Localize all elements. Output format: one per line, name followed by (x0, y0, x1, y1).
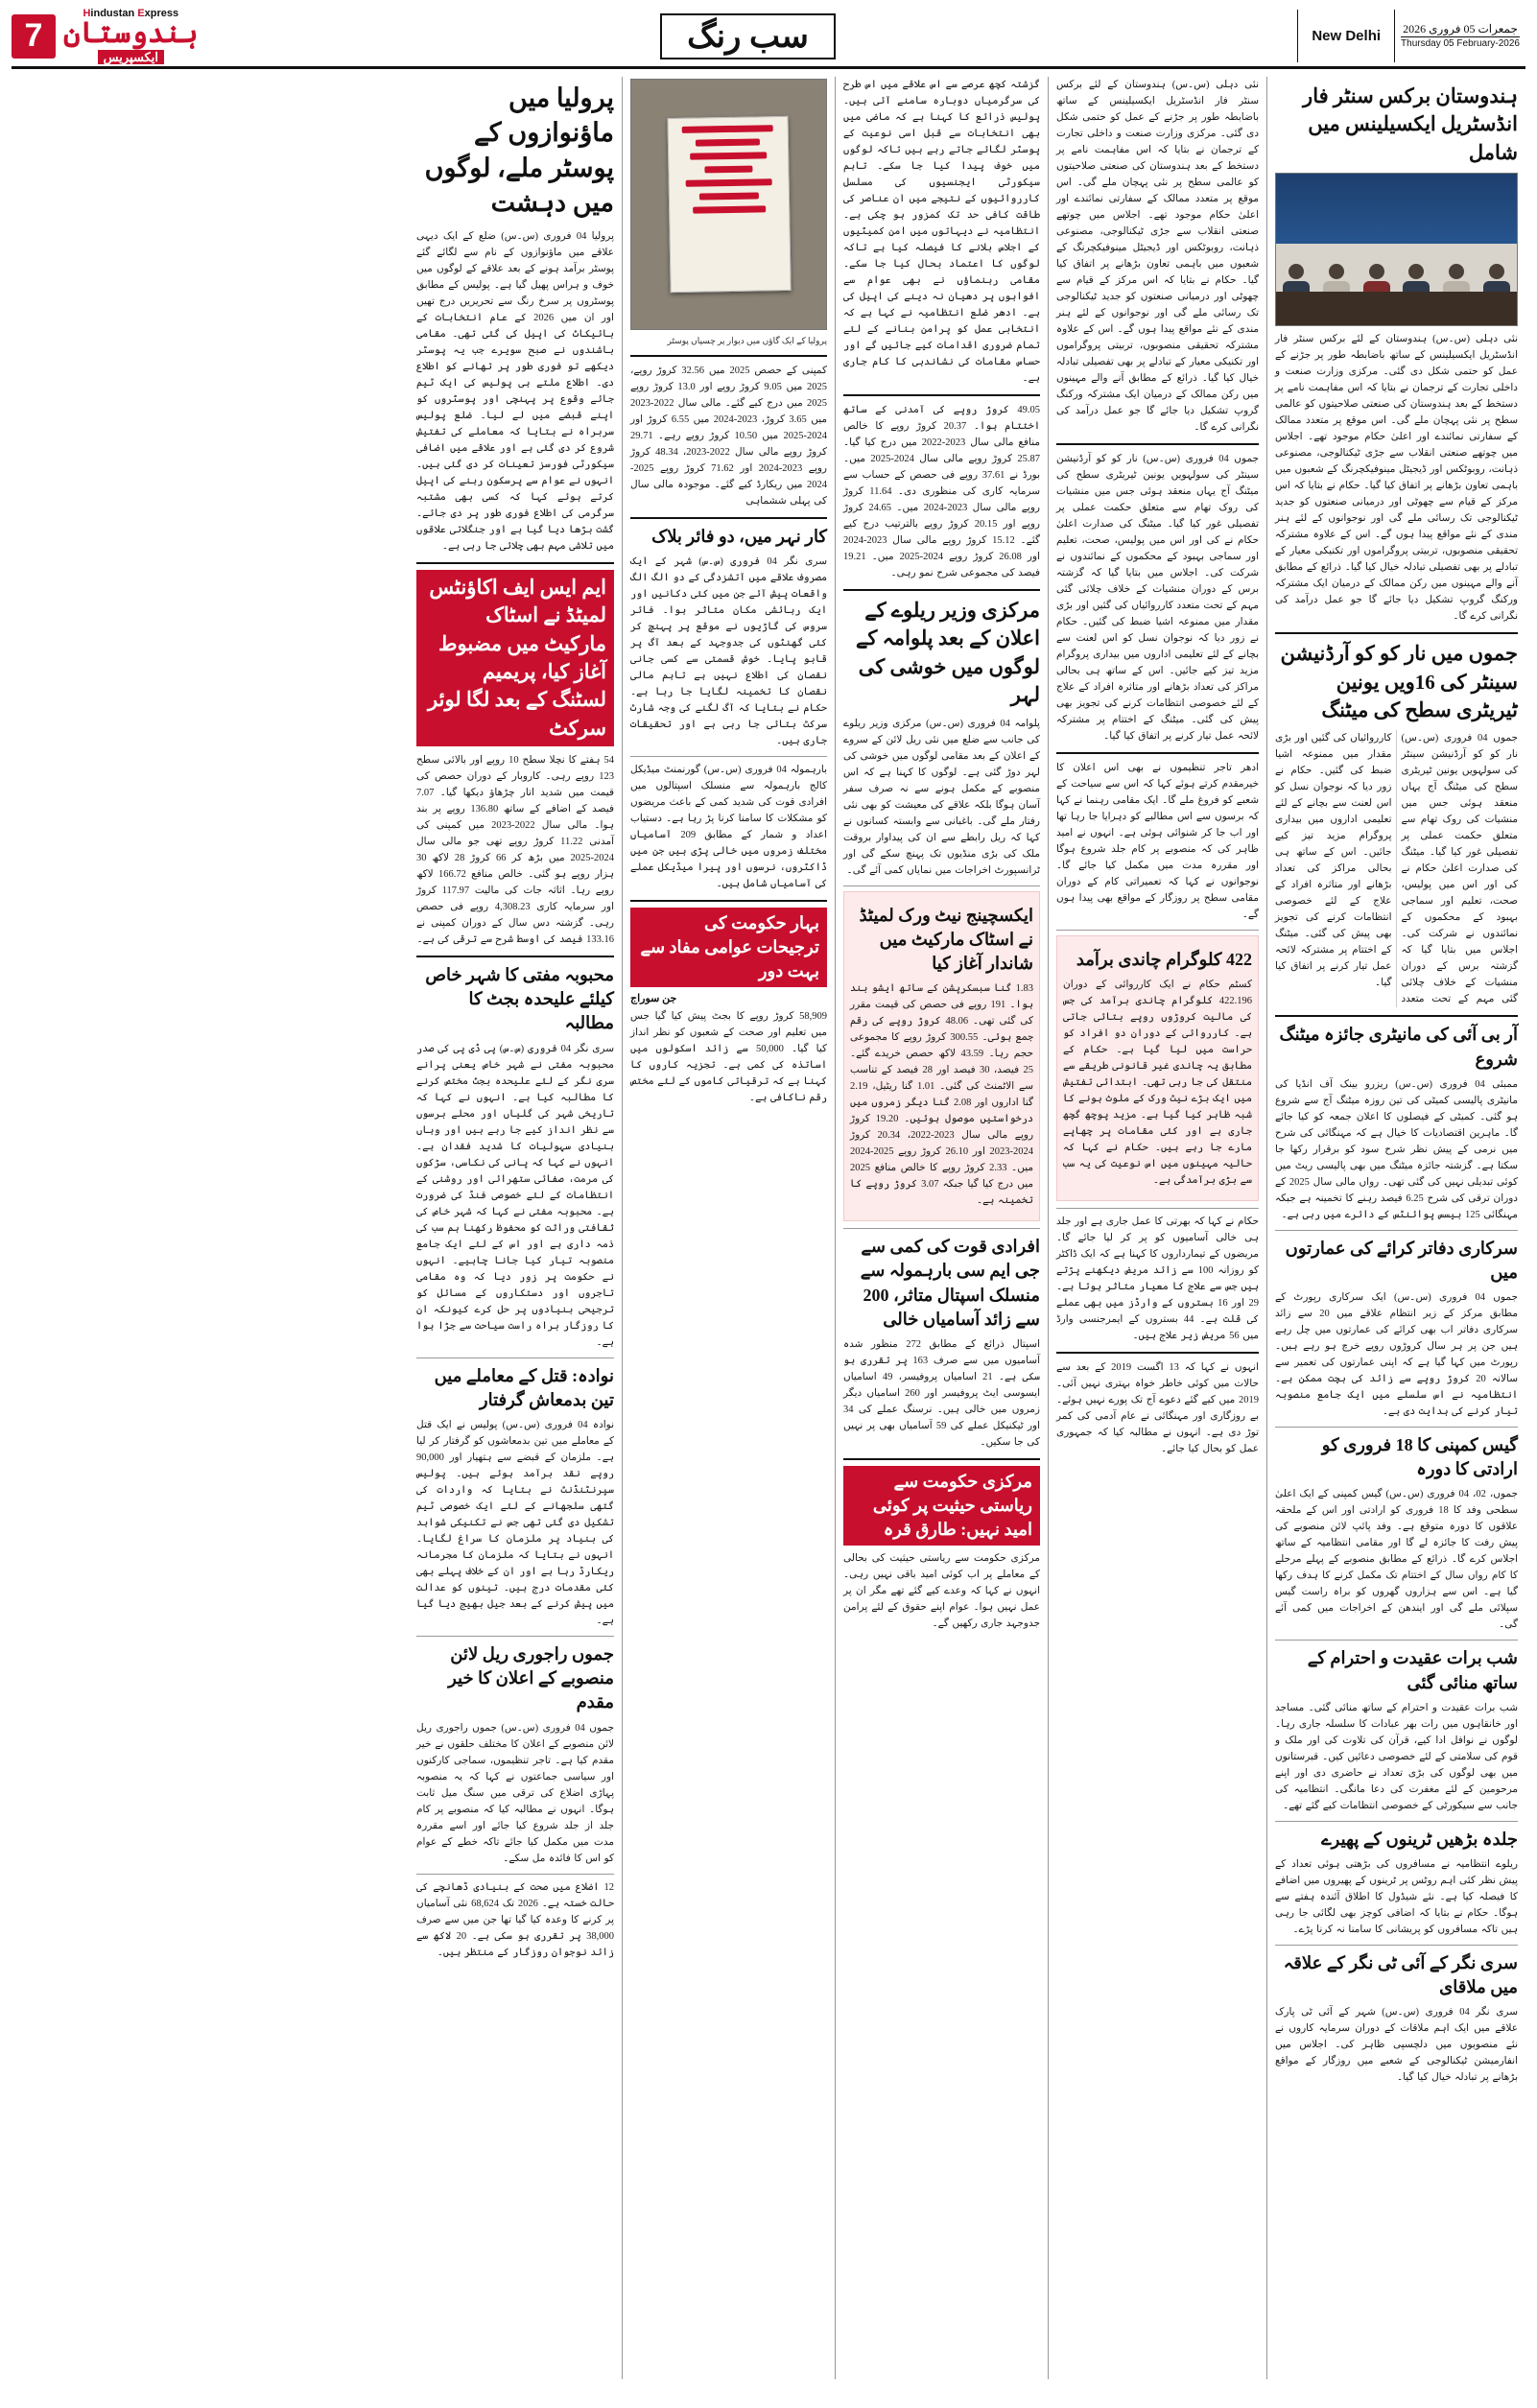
story-tariq (843, 1466, 1040, 1633)
masthead (12, 10, 1525, 69)
divider (1275, 632, 1518, 634)
story-shab-barat (1275, 1646, 1518, 1813)
section-title-wrap (199, 10, 1298, 62)
page-number: 7 (12, 14, 56, 59)
story-mufti-body: سری نگر 04 فروری (س۔س) پی ڈی پی کی صدر محبوبہ مفتی نے شہر خاص یعنی پرانے سری نگر کے لئے علیحدہ بجٹ مختص کرنے کا مطالبہ کیا ہے۔ انہوں نے کہا کہ تاریخی شہر کی گلیاں اور محلے برسوں سے نظر انداز کیے جا رہے ہیں اور وہاں بنیادی سہولیات کا شدید فقدان ہے۔ انہوں نے کہا کہ پانی کی نکاسی، سڑکوں کی مرمت، صفائی ستھرائی اور روشنی کے انتظامات کے لئے خصوصی فنڈ کی ضرورت ہے۔ محبوبہ مفتی نے کہا کہ شہر خاص کی ثقافتی وراثت کو محفوظ رکھنا ہم سب کی ذمہ داری ہے اور اس کے لئے ایک جامع منصوبہ تیار کیا جانا چاہیے۔ انہوں نے حکومت پر زور دیا کہ وہ مقامی تاجروں اور دستکاروں کے مسائل کو ترجیحی بنیادوں پر حل کرے کیونکہ ان کا روزگار براہ راست سیاحت سے جڑا ہوا ہے۔ (416, 1043, 615, 1348)
photo-table (1276, 292, 1517, 325)
story-gas-headline: گیس کمپنی کا 18 فروری کو ارادتی کا دورہ (1321, 1435, 1518, 1479)
purulia-photo-caption: پرولیا کے ایک گاؤں میں دیوار پر چسپاں پوسٹر (667, 336, 827, 345)
column-1 (1266, 77, 1525, 2379)
story-srinagar-itp-headline: سری نگر کے آئی ٹی نگر کے علاقہ میں ملاقای (1283, 1953, 1518, 1997)
poster-paper (667, 116, 791, 293)
divider (416, 1636, 614, 1637)
story-tariq-body-b: انہوں نے کہا کہ 13 اگست 2019 کے بعد سے حالات میں کوئی خاطر خواہ بہتری نہیں آئی۔ 2019 میں کیے گئے دعوے آج تک پورے نہیں ہوئے۔ بے روزگاری اور مہنگائی نے عام آدمی کی کمر توڑ دی ہے۔ انہوں نے مطالبہ کیا کہ جمہوری عمل کو بحال کیا جائے۔ (1056, 1362, 1259, 1455)
brand-block (63, 7, 199, 65)
date-box (1394, 10, 1525, 62)
story-jammu-meeting-headline: جموں میں نار کو کو آرڈنیشن سینٹر کی 16ویں یونین ٹیریٹری سطح کی میٹنگ (1280, 642, 1518, 721)
story-jammu-rail (416, 1642, 614, 1867)
masthead-brand (12, 10, 199, 62)
story-purulia-body-left: گزشتہ کچھ عرصے سے اس علاقے میں اس طرح کی سرگرمیاں دوبارہ سامنے آئی ہیں۔ پولیس ذرائع کا کہنا ہے کہ ماضی میں بھی انتخابات سے قبل اسی نوعیت کے پوسٹر لگائے جاتے رہے ہیں تاکہ لوگوں میں خوف پیدا کیا جا سکے۔ تاہم سیکورٹی ایجنسیوں کی مسلسل کارروائیوں کے نتیجے میں ان عناصر کی طاقت کافی حد تک کمزور ہو چکی ہے۔ انتظامیہ نے دیہاتوں میں امن کمیٹیوں کے اجلاس بلانے کا فیصلہ کیا ہے تاکہ لوگوں کا اعتماد بحال کیا جا سکے۔ مقامی رہنماؤں نے بھی عوام سے افواہوں پر دھیان نہ دینے کی اپیل کی ہے۔ ادھر ضلع انتظامیہ نے کہا ہے کہ انتخابی عمل کو پرامن بنانے کے لئے تمام ضروری اقدامات کیے جائیں گے اور حساس مقامات کی نشاندہی کا کام جاری ہے۔ (843, 80, 1040, 384)
divider (1056, 1352, 1259, 1354)
story-govt-offices (1275, 1237, 1518, 1420)
divider (630, 756, 827, 757)
column-4 (622, 77, 835, 2379)
story-bihar-body-a: 58,909 کروڑ روپے کا بجٹ پیش کیا گیا جس میں تعلیم اور صحت کے شعبوں کو نظر انداز کیا گیا۔ 50,000 سے زائد اسکولوں میں اساتذہ کی کمی ہے۔ تجزیہ کاروں کا کہنا ہے کہ ترقیاتی کاموں کے لئے مختص رقم ناکافی ہے۔ (630, 1011, 827, 1104)
story-gas (1275, 1433, 1518, 1633)
story-karnagar-body: سری نگر 04 فروری (س۔س) شہر کے ایک مصروف علاقے میں آتشزدگی کے دو الگ الگ واقعات پیش آئے جن میں کئی دکانیں اور ایک رہائشی مکان متاثر ہوا۔ فائر سروس کی گاڑیوں نے موقع پر پہنچ کر کئی گھنٹوں کی جدوجہد کے بعد آگ پر قابو پایا۔ خوش قسمتی سے کسی جانی نقصان کی اطلاع نہیں ہے تاہم مالی نقصان کا تخمینہ لگایا جا رہا ہے۔ حکام نے بتایا کہ آگ لگنے کی وجہ شارٹ سرکٹ بتائی جا رہی ہے اور تحقیقات جاری ہیں۔ (630, 555, 827, 746)
brand-e: E (137, 8, 145, 19)
story-nawada-headline: نوادہ: قتل کے معاملے میں تین بدمعاش گرفتار (434, 1365, 614, 1409)
edition-city: New Delhi (1297, 10, 1394, 62)
brand-xpress: xpress (144, 8, 179, 19)
brand-industan: industan (90, 8, 135, 19)
divider (843, 589, 1040, 591)
story-rail-minister-body-a: پلوامہ 04 فروری (س۔س) مرکزی وزیر ریلوے کی جانب سے ضلع میں نئی ریل لائن کے سروے کے اعلان کے بعد مقامی لوگوں میں خوشی کی لہر دوڑ گئی ہے۔ لوگوں کا کہنا ہے کہ اس منصوبے کے مکمل ہونے سے نہ صرف سفر آسان ہوگا بلکہ علاقے کی معیشت کو بھی نئی رفتار ملے گی۔ باغبانی سے وابستہ کسانوں نے کہا کہ ریل رابطے سے ان کی پیداوار بروقت ملک کی بڑی منڈیوں تک پہنچ سکے گی اور ٹرانسپورٹ اخراجات میں نمایاں کمی آئے گی۔ (843, 718, 1040, 876)
story-hospital (843, 1235, 1040, 1451)
story-tariq-headline: مرکزی حکومت سے ریاستی حیثیت پر کوئی امید نہیں: طارق قرہ (843, 1466, 1040, 1546)
story-govt-offices-body: جموں 04 فروری (س۔س) ایک سرکاری رپورٹ کے مطابق مرکز کے زیر انتظام علاقے میں 20 سے زائد سرکاری دفاتر اب بھی کرائے کی عمارتوں میں چل رہے ہیں جن پر ہر سال کروڑوں روپے خرچ ہو رہے ہیں۔ رپورٹ میں کہا گیا ہے کہ اپنی عمارتوں کی تعمیر سے سالانہ 20 کروڑ روپے سے زائد کی بچت ممکن ہے۔ انتظامیہ نے اس سلسلے میں ایک جامع منصوبہ تیار کرنے کی ہدایت دی ہے۔ (1275, 1292, 1519, 1418)
divider (1056, 1208, 1259, 1209)
story-rail-minister-part (1056, 760, 1259, 923)
story-brics-jump: نئی دہلی (س۔س) ہندوستان کے لئے برکس سنٹر فار انڈسٹریل ایکسیلینس کے ساتھ باضابطہ طور پر جڑنے کے عمل کو حتمی شکل دی گئی۔ مرکزی وزارت صنعت و داخلی تجارت کے ترجمان نے بتایا کہ اس مفاہمت نامے پر دستخط کے بعد ہندوستان کی صنعتی صلاحیتوں کو عالمی سطح پر نئی پہچان ملے گی۔ اس موقع پر متعدد ممالک کے سفارتی نمائندے اور اعلیٰ حکام موجود تھے۔ اجلاس میں چوتھے صنعتی انقلاب سے جڑی ٹیکنالوجی، مصنوعی ذہانت، روبوٹکس اور ڈیجیٹل مینوفیکچرنگ کے شعبوں میں باہمی تعاون بڑھانے پر اتفاق کیا گیا۔ حکام نے بتایا کہ اس مرکز کے قیام سے چھوٹی اور درمیانی صنعتوں کو جدید ٹیکنالوجی تک رسائی ملے گی اور نوجوانوں کے لئے ہنر مندی کے نئے مواقع پیدا ہوں گے۔ اس کے علاوہ مشترکہ تحقیقی منصوبوں، تربیتی پروگراموں اور تکنیکی معیار کے تبادلے پر بھی تفصیلی تبادلہ خیال کیا گیا۔ ذرائع کے مطابق آنے والے مہینوں میں رکن ممالک کے درمیان ایک مشترکہ ورکنگ گروپ تشکیل دیا جائے گا جو عمل درآمد کی نگرانی کرے گا۔ (1056, 80, 1259, 433)
divider (1275, 1427, 1518, 1428)
divider (843, 1458, 1040, 1460)
story-srinagar-itp (1275, 1951, 1518, 2086)
date-urdu: جمعرات 05 فروری 2026 (1403, 22, 1518, 36)
story-gold (1056, 935, 1259, 1201)
story-bihar-headline: بہار حکومت کی ترجیحات عوامی مفاد سے بہت دور (630, 908, 827, 988)
story-karnagar (630, 525, 827, 749)
story-rbi-body: ممبئی 04 فروری (س۔س) ریزرو بینک آف انڈیا کی مانیٹری پالیسی کمیٹی کی تین روزہ میٹنگ آج سے شروع ہو گئی۔ کمیٹی کے فیصلوں کا اعلان جمعہ کو کیا جائے گا۔ ماہرین اقتصادیات کا خیال ہے کہ مہنگائی کی شرح میں نرمی کے پیش نظر شرح سود کو برقرار رکھا جا سکتا ہے۔ گزشتہ جائزہ میٹنگ میں بھی پالیسی ریٹ میں کوئی تبدیلی نہیں کی گئی تھی۔ رواں مالی سال 2025 کے دوران ترقی کی شرح 6.25 فیصد رہنے کا تخمینہ ہے جبکہ مہنگائی 125 بیسس پوائنٹس کے دائرے میں رہی ہے۔ (1275, 1078, 1519, 1220)
column-3 (835, 77, 1048, 2379)
story-nawada-body: نوادہ 04 فروری (س۔س) پولیس نے ایک قتل کے معاملے میں تین بدمعاشوں کو گرفتار کر لیا ہے۔ ملزمان کے قبضے سے ہتھیار اور 90,000 روپے نقد برآمد ہوئے ہیں۔ پولیس سپرنٹنڈنٹ نے بتایا کہ واردات کی گتھی سلجھانے کے لئے ایک خصوصی ٹیم تشکیل دی گئی تھی جس نے تکنیکی شواہد کی بنیاد پر ملزمان کا سراغ لگایا۔ انہوں نے بتایا کہ ملزمان کا مجرمانہ ریکارڈ رہا ہے اور ان کے خلاف پہلے بھی کئی مقدمات درج ہیں۔ تینوں کو عدالت میں پیش کرنے کے بعد جیل بھیج دیا گیا ہے۔ (416, 1420, 615, 1627)
story-emsf-col-c: کمپنی کے حصص 2025 میں 32.56 کروڑ روپے، 2025 میں 9.05 کروڑ روپے اور 13.0 کروڑ روپے 2025 میں درج کیے گئے۔ مالی سال 2022-2023 میں 3.65 کروڑ، 2023-2024 میں 6.55 کروڑ اور 2024-2025 میں 10.50 کروڑ روپے رہے۔ 29.71 کروڑ روپے مالی سال 2022-2023، 48.34 کروڑ روپے 2023-2024 اور 71.62 کروڑ روپے 2025-2024 میں ریکارڈ کیے گئے۔ موجودہ مالی سال کی پہلی ششماہی (630, 365, 828, 507)
column-2 (1048, 77, 1266, 2379)
story-nawada (416, 1364, 614, 1629)
story-auction (843, 891, 1040, 1222)
divider (1275, 1015, 1518, 1017)
story-jammu-meeting (1275, 640, 1518, 1007)
brics-photo (1275, 173, 1518, 326)
story-jammu-meeting-jump: جموں 04 فروری (س۔س) نار کو کو آرڈنیشن سینٹر کی سولہویں یونین ٹیریٹری سطح کی میٹنگ آج یہاں منعقد ہوئی جس میں منشیات کی روک تھام سے متعلق حکمت عملی پر تفصیلی غور کیا گیا۔ میٹنگ کی صدارت اعلیٰ حکام نے کی اور اس میں پولیس، صحت، تعلیم اور سماجی بہبود کے محکموں کے نمائندوں نے شرکت کی۔ اجلاس میں بتایا گیا کہ گزشتہ برس کے دوران منشیات کے خلاف چلائی گئی مہم کے تحت متعدد کارروائیاں کی گئیں اور بڑی مقدار میں ممنوعہ اشیا ضبط کی گئیں۔ حکام نے زور دیا کہ نوجوان نسل کو اس لعنت سے بچانے کے لئے تعلیمی اداروں میں بیداری پروگرام مزید تیز کیے جائیں۔ اس کے ساتھ ہی بحالی مراکز کی تعداد بڑھانے اور متاثرہ افراد کے علاج کے لئے خصوصی انتظامات کرنے کی تجویز بھی پیش کی گئی۔ میٹنگ کے اختتام پر مشترکہ لائحہ عمل تیار کرنے پر اتفاق کیا گیا۔ (1056, 454, 1260, 742)
story-jammu-rail-body: جموں 04 فروری (س۔س) جموں راجوری ریل لائن منصوبے کے اعلان کا مختلف حلقوں نے خیر مقدم کیا ہے۔ تاجر تنظیموں، سماجی کارکنوں اور سیاسی جماعتوں نے کہا کہ یہ منصوبہ پہاڑی اضلاع کی ترقی میں سنگ میل ثابت ہوگا۔ انہوں نے مطالبہ کیا کہ منصوبے پر کام جلد از جلد شروع کیا جائے اور اسے مقررہ مدت میں مکمل کیا جائے تاکہ خطے کے عوام کو اس کا فائدہ مل سکے۔ (416, 1722, 614, 1864)
story-gold-body: کسٹم حکام نے ایک کارروائی کے دوران 422.196 کلوگرام چاندی برآمد کی جس کی مالیت کروڑوں روپے بتائی جاتی ہے۔ کارروائی کے دوران دو افراد کو حراست میں لیا گیا ہے۔ حکام کے مطابق یہ چاندی غیر قانونی طریقے سے منتقل کی جا رہی تھی۔ ابتدائی تفتیش میں ایک بڑے نیٹ ورک کے ملوث ہونے کا شبہ ظاہر کیا گیا ہے۔ مزید پوچھ گچھ جاری ہے اور کئی مقامات پر چھاپے مارے جا رہے ہیں۔ حکام نے کہا کہ حالیہ مہینوں میں اس نوعیت کی یہ سب سے بڑی برآمدگی ہے۔ (1063, 980, 1252, 1187)
story-govt-offices-headline: سرکاری دفاتر کرائے کی عمارتوں میں (1285, 1238, 1518, 1282)
divider (416, 1357, 614, 1358)
date-english: Thursday 05 February-2026 (1401, 38, 1520, 50)
brand-urdu: ہندوستان (63, 17, 199, 49)
divider (416, 956, 614, 957)
story-hospital-body-c: حکام نے کہا کہ بھرتی کا عمل جاری ہے اور جلد ہی خالی آسامیوں کو پر کر لیا جائے گا۔ مریضوں کے تیمارداروں کا کہنا ہے کہ ایک ڈاکٹر کو روزانہ 100 سے زائد مریض دیکھنے پڑتے ہیں جس سے علاج کا معیار متاثر ہوتا ہے۔ 29 اور 16 بستروں کے وارڈز میں بھی عملے کی قلت ہے۔ 44 بستروں کے ایمرجنسی وارڈ میں 56 مریض زیر علاج ہیں۔ (1056, 1216, 1259, 1342)
divider (1056, 443, 1259, 445)
story-purulia-body-right: پرولیا 04 فروری (س۔س) ضلع کے ایک دیہی علاقے میں ماؤنوازوں کے نام سے لگائے گئے پوسٹر برآمد ہونے کے بعد علاقے کے لوگوں میں خوف و ہراس پھیل گیا ہے۔ پولیس کے مطابق پوسٹروں پر سرخ رنگ سے تحریریں درج تھیں اور ان میں 2026 کے عام انتخابات کے بائیکاٹ کی اپیل کی گئی تھی۔ مقامی باشندوں نے صبح سویرے جب یہ پوسٹر دیکھے تو فوری طور پر تھانے کو اطلاع دی۔ اطلاع ملتے ہی پولیس کی ایک ٹیم جائے وقوع پر پہنچی اور پوسٹروں کو اپنے قبضے میں لے لیا۔ ضلع پولیس سربراہ نے بتایا کہ معاملے کی تفتیش شروع کر دی گئی ہے اور علاقے میں اضافی سیکورٹی فورسز تعینات کر دی گئی ہیں۔ انہوں نے عوام سے پرسکون رہنے کی اپیل کرتے ہوئے کہا کہ کسی بھی مشتبہ سرگرمی کی اطلاع فوری طور پر دی جائے۔ گشت بڑھا دیا گیا ہے اور جنگلاتی علاقوں میں تلاشی مہم بھی چلائی جا رہی ہے۔ (416, 230, 614, 552)
divider (1056, 752, 1259, 754)
story-jammu-meeting-columns (1275, 730, 1518, 1007)
story-jammu-rail-headline: جموں راجوری ریل لائن منصوبے کے اعلان کا خیر مقدم (448, 1644, 614, 1712)
story-bihar-body-b: 12 اضلاع میں صحت کے بنیادی ڈھانچے کی حالت خستہ ہے۔ 2026 تک 68,624 نئی آسامیاں پر کرنے کا وعدہ کیا گیا تھا جن میں سے صرف 38,000 پر تقرری ہو سکی ہے۔ 20 لاکھ سے زائد نوجوان روزگار کے منتظر ہیں۔ (416, 1881, 614, 1958)
story-bihar (630, 908, 827, 1107)
story-hospital-body-b: اسپتال ذرائع کے مطابق 272 منظور شدہ آسامیوں میں سے صرف 163 پر تقرری ہو سکی ہے۔ 21 اسامیاں پروفیسر، 49 اسامیاں ایسوسی ایٹ پروفیسر اور 260 اسامیاں دیگر زمروں میں خالی ہیں۔ نرسنگ عملے کی 34 اور ٹیکنیکل عملے کی 59 آسامیاں بھی پر نہیں کی جا سکیں۔ (843, 1338, 1041, 1448)
divider (1275, 1821, 1518, 1822)
story-rbi (1275, 1023, 1518, 1222)
section-title: سب رنگ (660, 13, 836, 59)
story-trains-body: ریلوے انتظامیہ نے مسافروں کی بڑھتی ہوئی تعداد کے پیش نظر کئی اہم روٹس پر ٹرینوں کے پھیروں میں اضافے کا فیصلہ کیا ہے۔ نئے شیڈول کا اطلاق آئندہ ہفتے سے ہوگا۔ حکام نے بتایا کہ اضافی کوچز بھی لگائی جا رہی ہیں تاکہ مسافروں کو پریشانی کا سامنا نہ کرنا پڑے۔ (1275, 1859, 1518, 1936)
story-rail-minister-body-b: ادھر تاجر تنظیموں نے بھی اس اعلان کا خیرمقدم کرتے ہوئے کہا کہ اس سے سیاحت کے شعبے کو فروغ ملے گا۔ ایک مقامی رہنما نے کہا کہ برسوں سے اس مطالبے کو دہرایا جا رہا تھا اور اب جا کر شنوائی ہوئی ہے۔ انہوں نے امید ظاہر کی کہ منصوبے پر کام جلد شروع ہوگا اور مقررہ مدت میں مکمل کیا جائے گا۔ نوجوانوں نے کہا کہ تعمیراتی کام کے دوران مقامی سطح پر روزگار کے مواقع بھی پیدا ہوں گے۔ (1056, 763, 1259, 920)
story-rbi-headline: آر بی آئی کی مانیٹری جائزہ میٹنگ شروع (1279, 1025, 1518, 1069)
story-srinagar-itp-body: سری نگر 04 فروری (س۔س) شہر کے آئی ٹی پارک علاقے میں ایک اہم ملاقات کے دوران سرمایہ کاروں نے نئے منصوبوں میں دلچسپی ظاہر کی۔ اجلاس میں انفارمیشن ٹیکنالوجی کے شعبے میں روزگار کے مواقع بڑھانے پر تبادلہ خیال کیا گیا۔ (1275, 2007, 1519, 2084)
story-mufti-headline: محبوبہ مفتی کا شہر خاص کیلئے علیحدہ بجٹ کا مطالبہ (425, 965, 614, 1033)
story-auction-headline: ایکسچینج نیٹ ورک لمیٹڈ نے اسٹاک مارکیٹ میں شاندار آغاز کیا (859, 905, 1033, 973)
story-shab-barat-body: شب برات عقیدت و احترام کے ساتھ منائی گئی۔ مساجد اور خانقاہوں میں رات بھر عبادات کا سلسلہ جاری رہا۔ لوگوں نے نوافل ادا کیے، قرآن کی تلاوت کی اور ملک و قوم کی سلامتی کے لئے خصوصی دعائیں کیں۔ قبرستانوں میں بھی لوگوں کی بڑی تعداد نے حاضری دی اور اپنے مرحومین کے لئے مغفرت کی دعا مانگی۔ انتظامیہ کی جانب سے سیکورٹی کے خصوصی انتظامات کیے گئے تھے۔ (1275, 1702, 1518, 1811)
brand-h: H (83, 8, 91, 19)
story-purulia-headline: پرولیا میں ماؤنوازوں کے پوسٹر ملے، لوگوں میں دہشت (424, 83, 614, 218)
masthead-dateline (1297, 10, 1525, 62)
story-gas-body: جموں، 02، 04 فروری (س۔س) گیس کمپنی کے ایک اعلیٰ سطحی وفد کا 18 فروری کو ارادتی اور اس کے ملحقہ علاقوں کا دورہ متوقع ہے۔ وفد پائپ لائن منصوبے کی پیش رفت کا جائزہ لے گا اور مقامی انتظامیہ کے ساتھ اجلاس کرے گا۔ ذرائع کے مطابق منصوبے کے پہلے مرحلے کا کام رواں سال کے اختتام تک مکمل کرنے کا ہدف رکھا گیا ہے۔ اس سے ہزاروں گھروں کو براہ راست گیس سپلائی ملے گی اور ایندھن کے اخراجات میں کمی آئے گی۔ (1275, 1489, 1518, 1631)
divider (1056, 930, 1259, 931)
story-jammu-meeting-body: جموں 04 فروری (س۔س) نار کو کو آرڈنیشن سینٹر کی سولہویں یونین ٹیریٹری سطح کی میٹنگ آج یہاں منعقد ہوئی جس میں منشیات کی روک تھام سے متعلق حکمت عملی پر تفصیلی غور کیا گیا۔ میٹنگ کی صدارت اعلیٰ حکام نے کی اور اس میں پولیس، صحت، تعلیم اور سماجی بہبود کے محکموں کے نمائندوں نے شرکت کی۔ اجلاس میں بتایا گیا کہ گزشتہ برس کے دوران منشیات کے خلاف چلائی گئی مہم کے تحت متعدد کارروائیاں کی گئیں اور بڑی مقدار میں ممنوعہ اشیا ضبط کی گئیں۔ حکام نے زور دیا کہ نوجوان نسل کو اس لعنت سے بچانے کے لئے تعلیمی اداروں میں بیداری پروگرام مزید تیز کیے جائیں۔ اس کے ساتھ ہی بحالی مراکز کی تعداد بڑھانے اور متاثرہ افراد کے علاج کے لئے خصوصی انتظامات کرنے کی تجویز بھی پیش کی گئی۔ میٹنگ کے اختتام پر مشترکہ لائحہ عمل تیار کرنے پر اتفاق کیا گیا۔ (1275, 733, 1518, 1005)
story-purulia (630, 79, 827, 347)
divider (843, 885, 1040, 886)
content-grid (12, 77, 1525, 2379)
story-emsf-headline: ایم ایس ایف اکاؤنٹس لمیٹڈ نے اسٹاک مارکیٹ میں مضبوط آغاز کیا، پریمیم لسٹنگ کے بعد لگا لوئر سرکٹ (416, 570, 614, 746)
brand-sub-urdu: ایکسپریس (98, 50, 164, 64)
story-bihar-byline: جن سوراج (630, 993, 677, 1005)
column-5 (409, 77, 622, 2379)
story-rail-minister (843, 597, 1040, 879)
story-tariq-part (1056, 1359, 1259, 1457)
purulia-poster-photo (630, 79, 827, 330)
divider (416, 562, 614, 564)
story-brics-body: نئی دہلی (س۔س) ہندوستان کے لئے برکس سنٹر فار انڈسٹریل ایکسیلینس کے ساتھ باضابطہ طور پر جڑنے کے عمل کو حتمی شکل دی گئی۔ مرکزی وزارت صنعت و داخلی تجارت کے ترجمان نے بتایا کہ اس مفاہمت نامے پر دستخط کے بعد ہندوستان کی صنعتی صلاحیتوں کو عالمی سطح پر نئی پہچان ملے گی۔ اس موقع پر متعدد ممالک کے سفارتی نمائندے اور اعلیٰ حکام موجود تھے۔ اجلاس میں چوتھے صنعتی انقلاب سے جڑی ٹیکنالوجی، مصنوعی ذہانت، روبوٹکس اور ڈیجیٹل مینوفیکچرنگ کے شعبوں میں باہمی تعاون بڑھانے پر اتفاق کیا گیا۔ حکام نے بتایا کہ اس مرکز کے قیام سے چھوٹی اور درمیانی صنعتوں کو جدید ٹیکنالوجی تک رسائی ملے گی اور نوجوانوں کے لئے ہنر مندی کے نئے مواقع پیدا ہوں گے۔ اس کے علاوہ مشترکہ تحقیقی منصوبوں، تربیتی پروگراموں اور تکنیکی معیار کے تبادلے پر بھی تفصیلی تبادلہ خیال کیا گیا۔ ذرائع کے مطابق آنے والے مہینوں میں رکن ممالک کے درمیان ایک مشترکہ ورکنگ گروپ تشکیل دیا جائے گا جو عمل درآمد کی نگرانی کرے گا۔ (1275, 334, 1518, 623)
story-tariq-body-a: مرکزی حکومت سے ریاستی حیثیت کی بحالی کے معاملے پر اب کوئی امید باقی نہیں رہی۔ انہوں نے کہا کہ وعدے کیے گئے تھے مگر ان پر عمل نہیں ہوا۔ عوام اپنے حقوق کے لئے پرامن جدوجہد جاری رکھیں گے۔ (843, 1553, 1040, 1630)
story-mufti (416, 963, 614, 1351)
story-brics-headline: ہندوستان برکس سنٹر فار انڈسٹریل ایکسیلینس میں شامل (1303, 84, 1518, 164)
divider (630, 900, 827, 902)
divider (843, 394, 1040, 396)
story-hospital-headline: افرادی قوت کی کمی سے جی ایم سی بارہمولہ سے منسلک اسپتال متاثر، 200 سے زائد آسامیاں خالی (860, 1237, 1040, 1329)
divider (630, 355, 827, 357)
story-hospital-part-c (1056, 1214, 1259, 1344)
story-hospital-body-a: بارہمولہ 04 فروری (س۔س) گورنمنٹ میڈیکل کالج بارہمولہ سے منسلک اسپتالوں میں افرادی قوت کی شدید کمی کے باعث مریضوں کو مشکلات کا سامنا کرنا پڑ رہا ہے۔ دستیاب اعداد و شمار کے مطابق 209 آسامیاں مختلف زمروں میں خالی پڑی ہیں جن میں ڈاکٹروں، نرسوں اور پیرا میڈیکل عملے کی آسامیاں شامل ہیں۔ (630, 764, 827, 889)
divider (630, 517, 827, 519)
story-trains-headline: جلدہ بڑھیں ٹرینوں کے پھیرے (1321, 1829, 1518, 1849)
divider (843, 1228, 1040, 1229)
story-shab-barat-headline: شب برات عقیدت و احترام کے ساتھ منائی گئی (1307, 1648, 1518, 1692)
divider (1275, 1230, 1518, 1231)
divider (416, 1874, 614, 1875)
divider (1275, 1640, 1518, 1641)
story-brics (1275, 83, 1518, 625)
story-karnagar-headline: کار نہر میں، دو فائر بلاک (651, 526, 827, 546)
story-trains (1275, 1828, 1518, 1938)
story-gold-headline: 422 کلوگرام چاندی برآمد (1076, 950, 1252, 969)
story-rail-minister-headline: مرکزی وزیر ریلوے کے اعلان کے بعد پلوامہ کے لوگوں میں خوشی کی لہر (856, 599, 1040, 707)
divider (1275, 1945, 1518, 1946)
story-auction-body: 1.83 گنا سبسکرپشن کے ساتھ ایشو بند ہوا۔ 191 روپے فی حصص کی قیمت مقرر کی گئی تھی۔ 48.06 کروڑ روپے کی رقم جمع ہوئی۔ 300.55 کروڑ روپے کا مجموعی حجم رہا۔ 43.59 لاکھ حصص خریدے گئے۔ 25 فیصد، 30 فیصد اور 28 فیصد کے تناسب سے الاٹمنٹ کی گئی۔ 1.01 گنا ریٹیل، 2.19 گنا اداروں اور 2.08 گنا دیگر زمروں میں درخواستیں موصول ہوئیں۔ 19.20 کروڑ روپے مالی سال 2023-2022، 20.34 کروڑ 2024-2023 اور 26.10 کروڑ روپے 2025-2024 میں۔ 2.33 کروڑ روپے کا خالص منافع 2025 میں درج کیا گیا جبکہ 3.07 کروڑ روپے کا تخمینہ ہے۔ (850, 983, 1034, 1207)
story-emsf-col-a: 54 ہفتے کا نچلا سطح 10 روپے اور بالائی سطح 123 روپے رہی۔ کاروبار کے دوران حصص کی قیمت میں شدید اتار چڑھاؤ دیکھا گیا۔ 7.07 فیصد کے اضافے کے ساتھ 136.80 روپے پر بند ہوا۔ مالی سال 2022-2023 میں کمپنی کی آمدنی 11.22 کروڑ روپے تھی جو مالی سال 2024-2025 میں بڑھ کر 66 کروڑ 28 لاکھ 30 ہزار روپے ہو گئی۔ خالص منافع 166.72 لاکھ روپے رہا۔ اثاثہ جات کی مالیت 117.97 کروڑ اور سرمایہ کاری 4,308.23 روپے فی حصص رہی۔ گزشتہ دس سال کے دوران کمپنی نے 133.16 فیصد کی اوسط شرح سے ترقی کی ہے۔ (416, 755, 615, 946)
story-emsf-col-b: 49.05 کروڑ روپے کی آمدنی کے ساتھ اختتام ہوا۔ 20.37 کروڑ روپے کا خالص منافع مالی سال 2023-2022 میں درج کیا گیا۔ 25.87 کروڑ روپے مالی سال 2024-2025 میں۔ بورڈ نے 37.61 روپے فی حصص کے حساب سے سرمایہ کاری کی منظوری دی۔ 11.64 کروڑ روپے مالی سال 2023-2024 میں۔ 24.65 کروڑ روپے اور 20.15 کروڑ روپے بالترتیب درج کیے گئے۔ 15.12 کروڑ روپے مالی سال 2023-2024 اور 26.08 کروڑ روپے 2024-2025 میں۔ 19.21 فیصد کی مجموعی شرح نمو رہی۔ (843, 405, 1040, 578)
